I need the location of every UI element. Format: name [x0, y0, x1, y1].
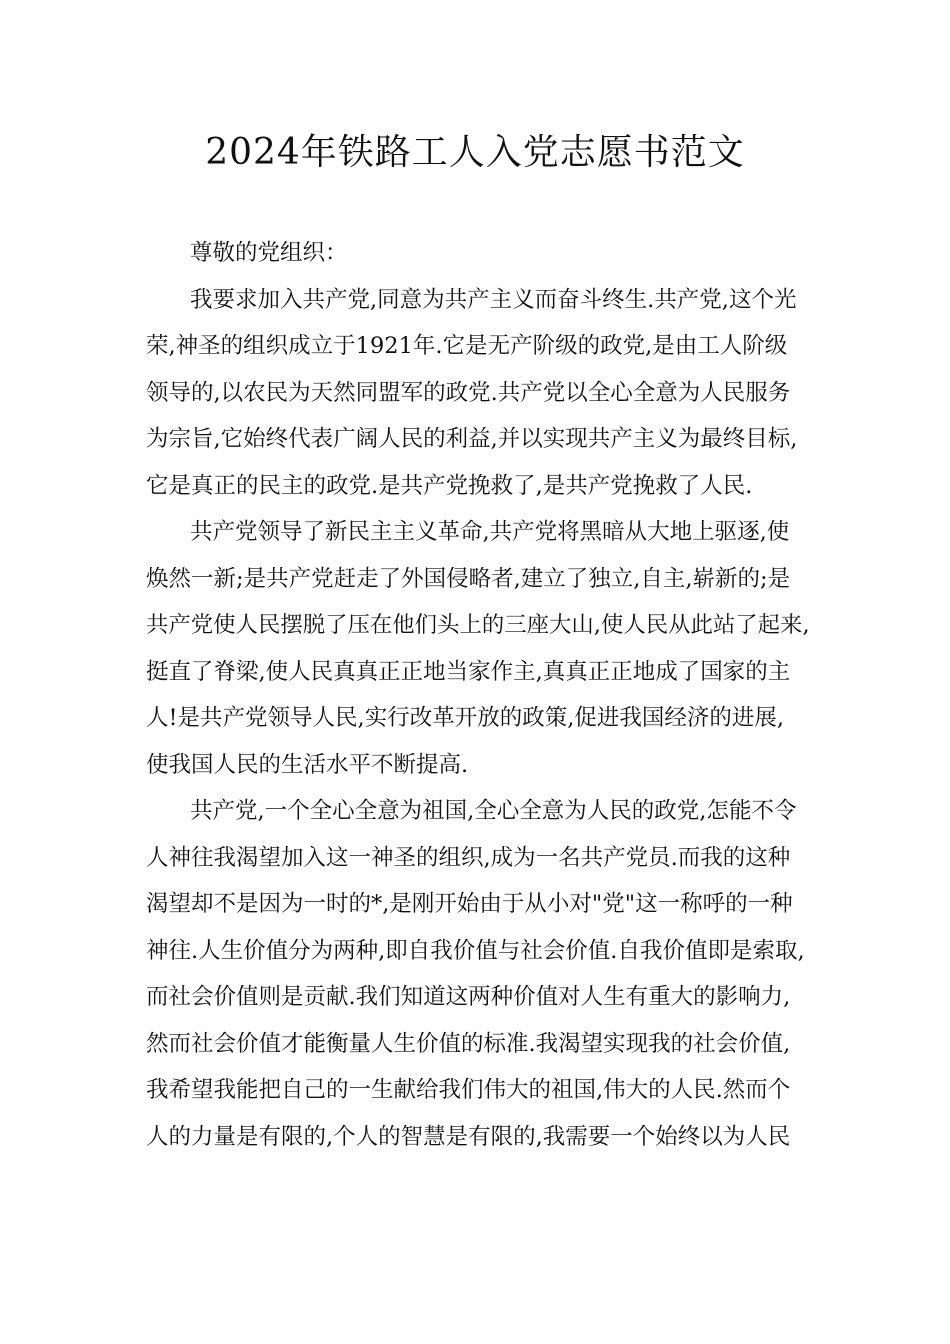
text-line: 共产党使人民摆脱了压在他们头上的三座大山,使人民从此站了起来,: [146, 612, 810, 638]
text-line: 而社会价值则是贡献.我们知道这两种价值对人生有重大的影响力,: [146, 984, 791, 1010]
document-body: [146, 230, 810, 1160]
text-line: 荣,神圣的组织成立于1921年.它是无产阶级的政党,是由工人阶级: [146, 333, 788, 359]
text-line: 渴望却不是因为一时的*,是刚开始由于从小对"党"这一称呼的一种: [146, 891, 793, 917]
document-title: 2024年铁路工人入党志愿书范文: [205, 132, 745, 173]
text-line: 尊敬的党组织：: [190, 240, 348, 266]
text-line: 使我国人民的生活水平不断提高.: [146, 751, 469, 778]
text-line: 神往.人生价值分为两种,即自我价值与社会价值.自我价值即是索取,: [146, 937, 805, 964]
text-line: 焕然一新;是共产党赶走了外国侵略者,建立了独立,自主,崭新的;是: [146, 565, 791, 592]
text-line: 为宗旨,它始终代表广阔人民的利益,并以实现共产主义为最终目标,: [146, 426, 798, 452]
text-line: 领导的,以农民为天然同盟军的政党.共产党以全心全意为人民服务: [146, 379, 791, 406]
text-line: 共产党领导了新民主主义革命,共产党将黑暗从大地上驱逐,使: [190, 519, 790, 545]
text-line: 人!是共产党领导人民,实行改革开放的政策,促进我国经济的进展,: [146, 705, 784, 731]
text-line: 人神往我渴望加入这一神圣的组织,成为一名共产党员.而我的这种: [146, 844, 791, 871]
text-line: 共产党,一个全心全意为祖国,全心全意为人民的政党,怎能不令: [190, 798, 797, 824]
text-line: 人的力量是有限的,个人的智慧是有限的,我需要一个始终以为人民: [146, 1123, 791, 1150]
text-line: 我希望我能把自己的一生献给我们伟大的祖国,伟大的人民.然而个: [146, 1077, 791, 1103]
text-line: 然而社会价值才能衡量人生价值的标准.我渴望实现我的社会价值,: [146, 1030, 791, 1057]
text-line: 它是真正的民主的政党.是共产党挽救了,是共产党挽救了人民.: [146, 472, 753, 499]
text-line: 我要求加入共产党,同意为共产主义而奋斗终生.共产党,这个光: [190, 286, 797, 313]
text-line: 挺直了脊梁,使人民真真正正地当家作主,真真正正地成了国家的主: [146, 658, 791, 685]
